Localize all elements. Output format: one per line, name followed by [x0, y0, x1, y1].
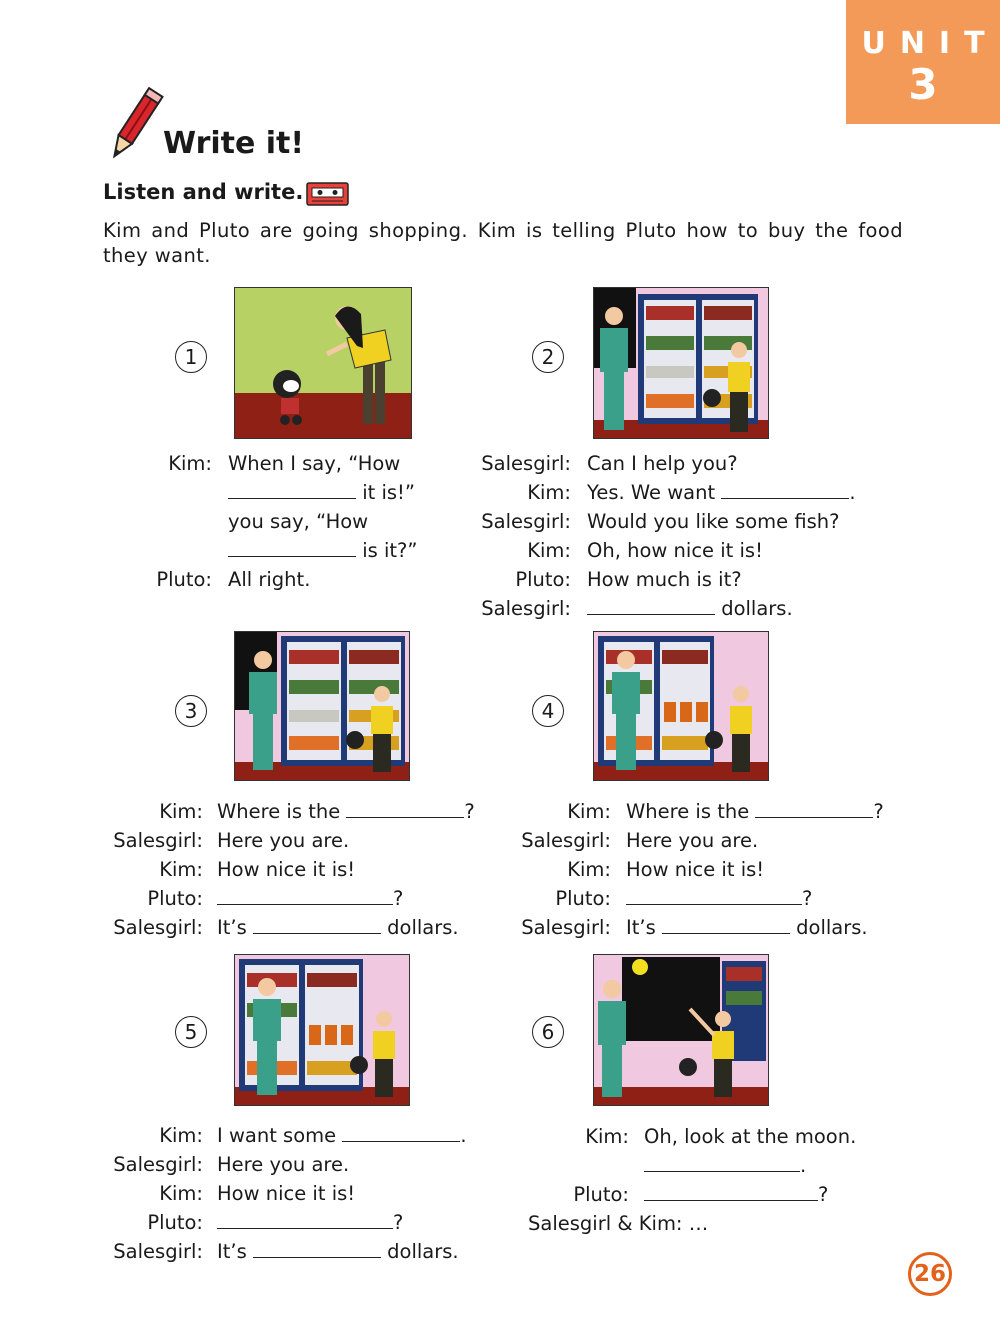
speaker: Kim:	[168, 452, 212, 475]
speaker: Kim:	[567, 800, 611, 823]
speaker: Salesgirl:	[521, 916, 611, 939]
dialogue-text: It’s	[217, 1240, 253, 1263]
speaker: Pluto:	[573, 1183, 629, 1206]
answer-blank[interactable]	[721, 478, 849, 499]
dialogue-2-line-1	[0, 449, 900, 478]
picture-4	[593, 631, 769, 781]
dialogue-text: dollars.	[380, 916, 459, 939]
dialogue-5-line-2	[0, 1150, 500, 1179]
speaker: Salesgirl:	[481, 597, 571, 620]
panel-number-2: 2	[532, 341, 564, 373]
picture-6	[593, 954, 769, 1106]
dialogue-6-line-4: Salesgirl & Kim: …	[528, 1212, 709, 1235]
dialogue-4-line-2	[0, 826, 950, 855]
intro-paragraph: Kim and Pluto are going shopping. Kim is telling Pluto how to buy the food they want.	[103, 219, 903, 267]
section-subtitle: Listen and write.	[103, 180, 304, 204]
punctuation: ?	[393, 887, 404, 910]
dialogue-4-line-1	[0, 797, 950, 826]
speaker: Salesgirl:	[481, 452, 571, 475]
dialogue-4-line-3	[0, 855, 950, 884]
speaker: Pluto:	[147, 887, 203, 910]
dialogue-text: It’s	[626, 916, 662, 939]
dialogue-text: Where is the	[217, 800, 347, 823]
dialogue-text: Where is the	[626, 800, 756, 823]
dialogue-6-line-2	[644, 1151, 806, 1180]
speaker: Pluto:	[156, 568, 212, 591]
dialogue-text: is it?”	[356, 539, 418, 562]
dialogue-2-line-5	[0, 565, 900, 594]
picture-1	[234, 287, 412, 439]
section-title: Write it!	[163, 126, 305, 161]
dialogue-text: How nice it is!	[217, 1182, 356, 1205]
answer-blank[interactable]	[755, 797, 873, 818]
answer-blank[interactable]	[217, 1208, 393, 1229]
answer-blank[interactable]	[644, 1151, 800, 1172]
dialogue-text: Here you are.	[217, 1153, 350, 1176]
dialogue-text: Here you are.	[626, 829, 759, 852]
dialogue-text: All right.	[228, 568, 311, 591]
dialogue-text: Oh, look at the moon.	[644, 1125, 857, 1148]
speaker: Kim:	[585, 1125, 629, 1148]
speaker: Kim:	[567, 858, 611, 881]
speaker: Kim:	[159, 858, 203, 881]
speaker: Kim:	[159, 800, 203, 823]
dialogue-2-line-3	[0, 507, 900, 536]
picture-3	[234, 631, 410, 781]
dialogue-text: Oh, how nice it is!	[587, 539, 763, 562]
speaker: Kim:	[527, 539, 571, 562]
dialogue-6-line-1	[0, 1122, 950, 1151]
answer-blank[interactable]	[662, 913, 790, 934]
dialogue-text: It’s	[217, 916, 253, 939]
punctuation: ?	[873, 800, 884, 823]
speaker: Pluto:	[147, 1211, 203, 1234]
dialogue-1-line-3: you say, “How	[228, 510, 369, 533]
picture-2	[593, 287, 769, 439]
speaker: Salesgirl:	[481, 510, 571, 533]
dialogue-text: Would you like some fish?	[587, 510, 840, 533]
speaker: Kim:	[159, 1182, 203, 1205]
panel-number-3: 3	[175, 695, 207, 727]
panel-number-5: 5	[175, 1016, 207, 1048]
punctuation: ?	[393, 1211, 404, 1234]
dialogue-text: dollars.	[789, 916, 868, 939]
answer-blank[interactable]	[587, 594, 715, 615]
speaker: Pluto:	[515, 568, 571, 591]
dialogue-text: Can I help you?	[587, 452, 738, 475]
dialogue-text: dollars.	[380, 1240, 459, 1263]
speaker: Salesgirl:	[521, 829, 611, 852]
cassette-tape-icon	[306, 182, 349, 206]
panel-number-1: 1	[175, 341, 207, 373]
punctuation: ?	[464, 800, 475, 823]
dialogue-text: dollars.	[715, 597, 793, 620]
dialogue-text: Here you are.	[217, 829, 350, 852]
dialogue-4-line-5	[0, 913, 950, 942]
answer-blank[interactable]	[253, 1237, 381, 1258]
dialogue-6-line-3	[0, 1180, 950, 1209]
speaker: Kim:	[159, 1124, 203, 1147]
dialogue-2-line-2	[0, 478, 900, 507]
page-number: 26	[908, 1252, 952, 1296]
dialogue-text: How nice it is!	[626, 858, 765, 881]
pencil-icon	[104, 86, 164, 166]
speaker: Salesgirl:	[113, 1153, 203, 1176]
punctuation: .	[849, 481, 856, 504]
picture-5	[234, 954, 410, 1106]
punctuation: .	[460, 1124, 467, 1147]
unit-badge	[846, 0, 1000, 124]
dialogue-2-line-4	[0, 536, 900, 565]
speaker: Salesgirl:	[113, 829, 203, 852]
dialogue-4-line-4	[0, 884, 950, 913]
punctuation: ?	[802, 887, 813, 910]
dialogue-5-line-4	[0, 1208, 500, 1237]
unit-label: UNIT	[861, 26, 999, 61]
unit-number: 3	[908, 60, 938, 109]
dialogue-text: When I say, “How	[228, 452, 401, 475]
punctuation: ?	[818, 1183, 829, 1206]
panel-number-6: 6	[532, 1016, 564, 1048]
dialogue-text: How nice it is!	[217, 858, 356, 881]
answer-blank[interactable]	[644, 1180, 818, 1201]
dialogue-text: I want some	[217, 1124, 343, 1147]
panel-number-4: 4	[532, 695, 564, 727]
dialogue-text: How much is it?	[587, 568, 742, 591]
answer-blank[interactable]	[626, 884, 802, 905]
speaker: Kim:	[527, 481, 571, 504]
dialogue-text: Yes. We want	[587, 481, 722, 504]
dialogue-5-line-5	[0, 1237, 500, 1266]
speaker: Salesgirl:	[113, 1240, 203, 1263]
dialogue-2-line-6	[0, 594, 900, 623]
dialogue-text: it is!”	[356, 481, 415, 504]
punctuation: .	[800, 1154, 807, 1177]
speaker: Pluto:	[555, 887, 611, 910]
speaker: Salesgirl:	[113, 916, 203, 939]
